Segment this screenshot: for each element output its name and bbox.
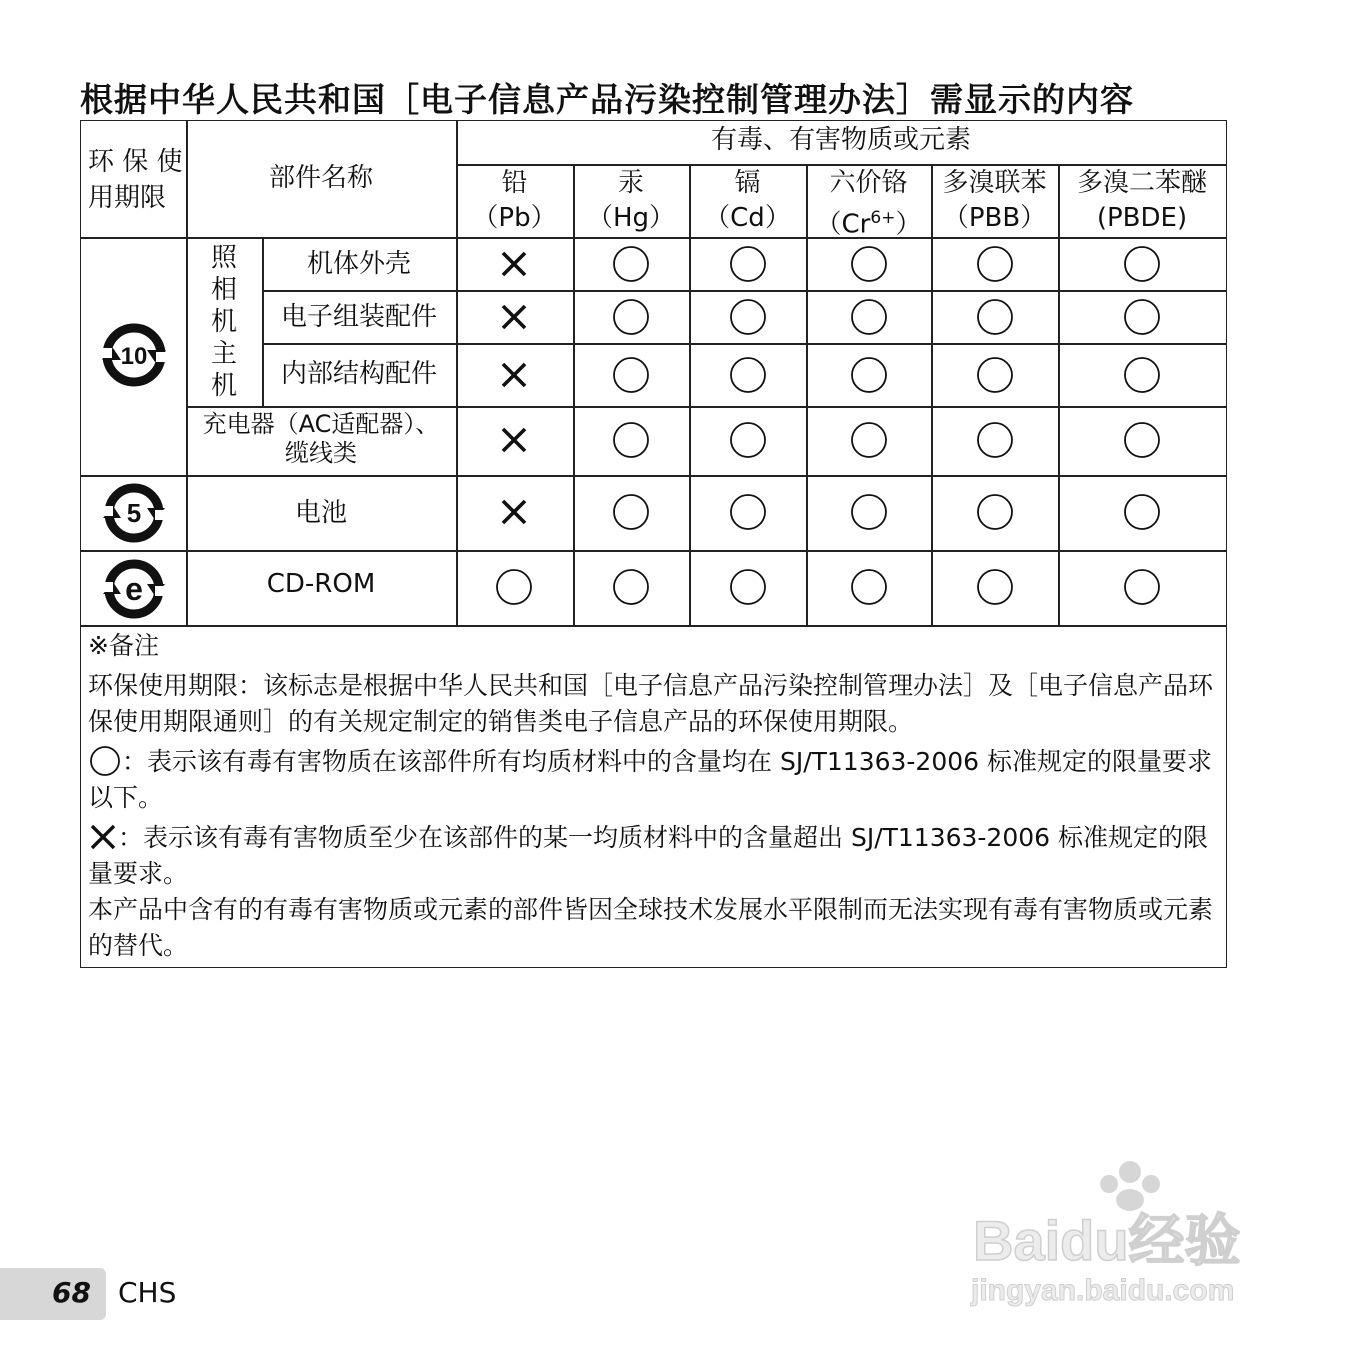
part-name: 电子组装配件: [280, 302, 437, 332]
watermark-url: jingyan.baidu.com: [971, 1274, 1235, 1307]
part-name: 充电器（AC适配器）、 缆线类: [202, 410, 440, 467]
cross-mark-icon: [494, 244, 534, 284]
note-substitution: 本产品中含有的有毒有害物质或元素的部件皆因全球技术发展水平限制而无法实现有毒有害物质或元素的替代。: [88, 895, 1214, 960]
substance-pbde: 多溴二苯醚 (PBDE): [1076, 168, 1207, 233]
circle-mark-icon: [975, 567, 1015, 607]
circle-mark-icon: [611, 567, 651, 607]
circle-mark-icon: [849, 244, 889, 284]
circle-mark-icon: [728, 297, 768, 337]
circle-mark-icon: [1122, 420, 1162, 460]
eco-symbol-e-icon: [99, 554, 169, 624]
circle-mark-icon: [611, 355, 651, 395]
circle-mark-icon: [494, 567, 534, 607]
circle-mark-icon: [728, 492, 768, 532]
page-title: 根据中华人民共和国［电子信息产品污染控制管理办法］需显示的内容: [80, 80, 1134, 119]
header-period: 环 保 使 用期限: [88, 147, 183, 213]
cross-mark-icon: [88, 822, 118, 852]
circle-mark-icon: [611, 297, 651, 337]
camera-group-label: 照 相 机 主 机: [210, 243, 237, 401]
cross-mark-icon: [494, 355, 534, 395]
circle-mark-icon: [975, 244, 1015, 284]
watermark-brand: Baidu经验: [973, 1209, 1241, 1272]
circle-mark-icon: [728, 567, 768, 607]
note-cross: ：表示该有毒有害物质至少在该部件的某一均质材料中的含量超出 SJ/T11363-2006 标准规定的限量要求。: [88, 823, 1209, 888]
cross-mark-icon: [494, 420, 534, 460]
page-number: 68: [52, 1276, 91, 1309]
circle-mark-icon: [728, 244, 768, 284]
svg-text:10: 10: [120, 343, 148, 370]
circle-mark-icon: [975, 492, 1015, 532]
substance-pbb: 多溴联苯 （PBB）: [942, 168, 1047, 233]
cross-mark-icon: [494, 297, 534, 337]
substance-lead: 铅 （Pb）: [472, 168, 557, 233]
notes-section: [88, 628, 1222, 964]
circle-mark-icon: [975, 355, 1015, 395]
part-name: 内部结构配件: [280, 359, 437, 389]
page-language: CHS: [118, 1276, 177, 1309]
circle-mark-icon: [849, 420, 889, 460]
header-substances: 有毒、有害物质或元素: [710, 125, 971, 155]
svg-text:e: e: [125, 571, 143, 607]
circle-mark-icon: [611, 420, 651, 460]
note-circle: ：表示该有毒有害物质在该部件所有均质材料中的含量均在 SJ/T11363-2006 标准规定的限量要求以下。: [88, 747, 1213, 812]
notes-heading: ※备注: [88, 631, 159, 660]
circle-mark-icon: [849, 567, 889, 607]
baidu-watermark-logo: [965, 1150, 1285, 1320]
circle-mark-icon: [1122, 244, 1162, 284]
circle-mark-icon: [728, 355, 768, 395]
eco-period-5-icon: [99, 478, 169, 548]
part-name: 机体外壳: [306, 249, 411, 279]
circle-mark-icon: [975, 297, 1015, 337]
circle-mark-icon: [975, 420, 1015, 460]
header-part-name: 部件名称: [268, 163, 373, 193]
circle-mark-icon: [1122, 297, 1162, 337]
circle-mark-icon: [728, 420, 768, 460]
part-name: 电池: [294, 498, 347, 528]
circle-mark-icon: [611, 244, 651, 284]
substance-mercury: 汞 （Hg）: [586, 168, 676, 233]
circle-mark-icon: [88, 746, 122, 776]
cross-mark-icon: [494, 492, 534, 532]
svg-text:5: 5: [126, 498, 142, 528]
circle-mark-icon: [849, 355, 889, 395]
substance-chromium: 六价铬 $(Cr^{6+})$: [815, 168, 922, 240]
circle-mark-icon: [1122, 492, 1162, 532]
note-period: 环保使用期限：该标志是根据中华人民共和国［电子信息产品污染控制管理办法］及［电子信息产品环保使用期限通则］的有关规定制定的销售类电子信息产品的环保使用期限。: [88, 671, 1214, 736]
substance-cadmium: 镉 （Cd）: [704, 168, 791, 233]
circle-mark-icon: [611, 492, 651, 532]
part-name: CD-ROM: [266, 569, 376, 599]
circle-mark-icon: [849, 297, 889, 337]
circle-mark-icon: [1122, 355, 1162, 395]
circle-mark-icon: [1122, 567, 1162, 607]
circle-mark-icon: [849, 492, 889, 532]
eco-period-10-icon: [99, 320, 169, 390]
